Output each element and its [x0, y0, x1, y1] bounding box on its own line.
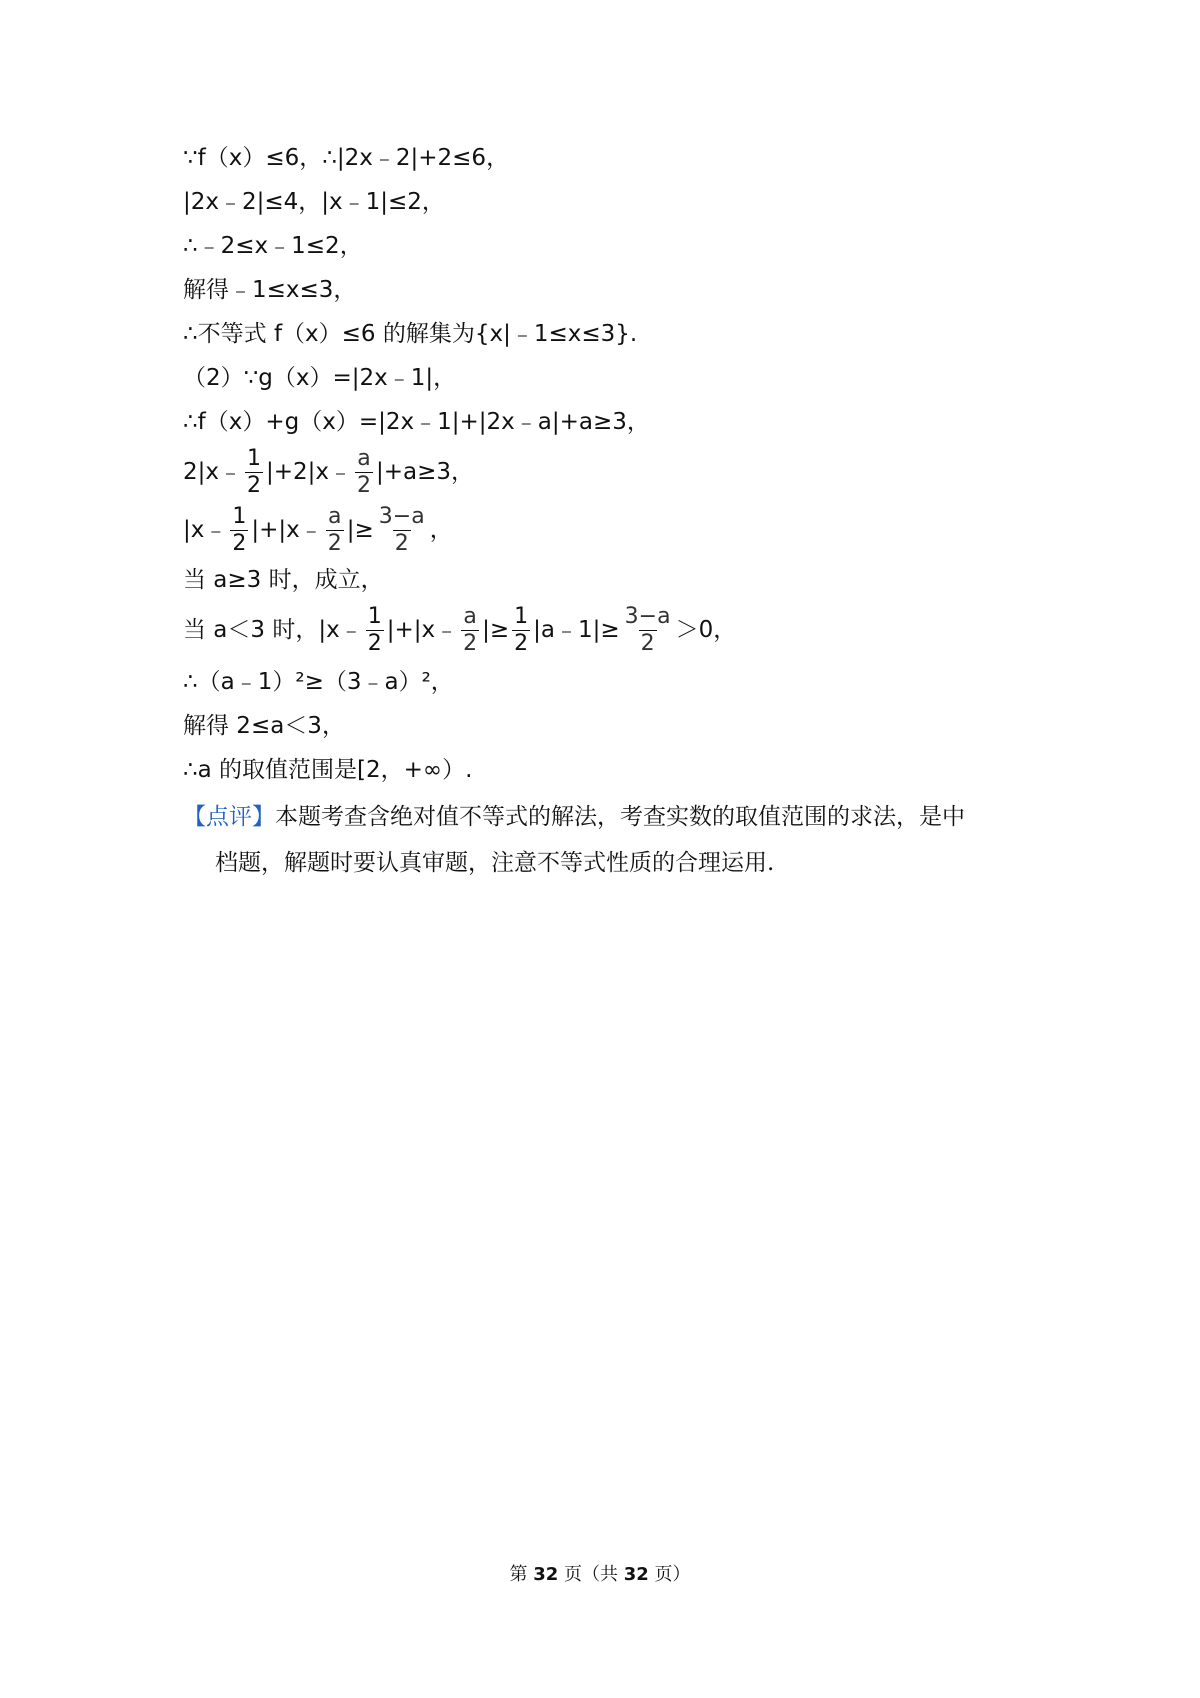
- line-text: ∴f（x）+g（x）=|2x﹣1|+|2x﹣a|+a≥3，: [183, 409, 650, 435]
- expr-part: |+a≥3，: [376, 459, 475, 485]
- line-text: ∴（a﹣1）²≥（3﹣a）²，: [183, 669, 454, 695]
- solution-line-12: [183, 662, 454, 702]
- expr-part: |a﹣1|≥: [533, 617, 620, 643]
- solution-line-2: [183, 182, 445, 222]
- solution-line-10: [183, 560, 384, 600]
- line-text: （2）∵g（x）=|2x﹣1|，: [183, 365, 457, 391]
- fraction-numerator: a: [463, 603, 477, 629]
- solution-line-13: [183, 706, 345, 746]
- fraction-denominator: 2: [463, 630, 478, 656]
- fraction-denominator: 2: [327, 530, 342, 556]
- fraction-denominator: 2: [367, 630, 382, 656]
- fraction: [512, 603, 530, 656]
- fraction-numerator: 1: [514, 603, 529, 629]
- solution-line-1: [183, 138, 509, 178]
- expr-part: ，: [429, 517, 453, 543]
- expr-part: ＞0，: [675, 617, 737, 643]
- fraction: [377, 503, 427, 556]
- solution-line-4: [183, 270, 356, 310]
- fraction: [623, 603, 673, 656]
- fraction: [326, 503, 344, 556]
- fraction-numerator: a: [357, 445, 371, 471]
- solution-line-9: [183, 504, 453, 556]
- fraction-denominator: 2: [514, 630, 529, 656]
- line-text: 当 a≥3 时，成立，: [183, 567, 384, 593]
- footer-page-number: 32: [533, 1564, 559, 1585]
- solution-line-8: [183, 446, 474, 498]
- fraction-numerator: 1: [232, 503, 247, 529]
- expr-part: 2|x﹣: [183, 459, 242, 485]
- remark-line-1: [183, 794, 1043, 840]
- fraction-denominator: 2: [357, 472, 372, 498]
- expr-part: |+|x﹣: [251, 517, 323, 543]
- expr-part: |x﹣: [183, 517, 228, 543]
- fraction: [366, 603, 384, 656]
- footer-prefix: 第: [509, 1564, 534, 1585]
- fraction: [230, 503, 248, 556]
- fraction-numerator: 1: [367, 603, 382, 629]
- solution-line-5: [183, 314, 637, 354]
- fraction: [355, 445, 373, 498]
- fraction-numerator: 3−a: [378, 503, 425, 529]
- expr-part: |≥: [482, 617, 510, 643]
- solution-line-11: [183, 604, 736, 656]
- solution-line-6: [183, 358, 456, 398]
- fraction: [245, 445, 263, 498]
- expr-part: |+2|x﹣: [266, 459, 353, 485]
- fraction-denominator: 2: [640, 630, 655, 656]
- expr-part: |≥: [346, 517, 374, 543]
- solution-line-3: [183, 226, 363, 266]
- expr-part: |+|x﹣: [386, 617, 459, 643]
- fraction-numerator: a: [328, 503, 342, 529]
- remark-block: [183, 794, 1043, 886]
- page-footer: [0, 1560, 1200, 1586]
- footer-suffix: 页）: [648, 1564, 691, 1585]
- remark-text-1: 本题考查含绝对值不等式的解法，考查实数的取值范围的求法，是中: [275, 804, 965, 830]
- fraction-numerator: 1: [247, 445, 261, 471]
- solution-line-7: [183, 402, 650, 442]
- line-text: ∴不等式 f（x）≤6 的解集为{x|﹣1≤x≤3}.: [183, 321, 638, 347]
- fraction-denominator: 2: [247, 472, 261, 498]
- line-text: ∴a 的取值范围是[2，+∞）.: [183, 757, 473, 783]
- solution-line-14: [183, 750, 472, 790]
- fraction-numerator: 3−a: [624, 603, 671, 629]
- fraction-denominator: 2: [232, 530, 247, 556]
- remark-text-2: 档题，解题时要认真审题，注意不等式性质的合理运用.: [215, 850, 775, 876]
- footer-middle: 页（共: [558, 1564, 624, 1585]
- line-text: ∵f（x）≤6，∴|2x﹣2|+2≤6，: [183, 145, 510, 171]
- remark-tag: 【点评】: [183, 804, 275, 830]
- line-text: |2x﹣2|≤4，|x﹣1|≤2，: [183, 189, 445, 215]
- fraction: [461, 603, 479, 656]
- line-text: ∴﹣2≤x﹣1≤2，: [183, 233, 363, 259]
- expr-part: 当 a＜3 时，|x﹣: [183, 617, 363, 643]
- footer-total-pages: 32: [623, 1564, 649, 1585]
- line-text: 解得 2≤a＜3，: [183, 713, 345, 739]
- fraction-denominator: 2: [394, 530, 409, 556]
- line-text: 解得﹣1≤x≤3，: [183, 277, 357, 303]
